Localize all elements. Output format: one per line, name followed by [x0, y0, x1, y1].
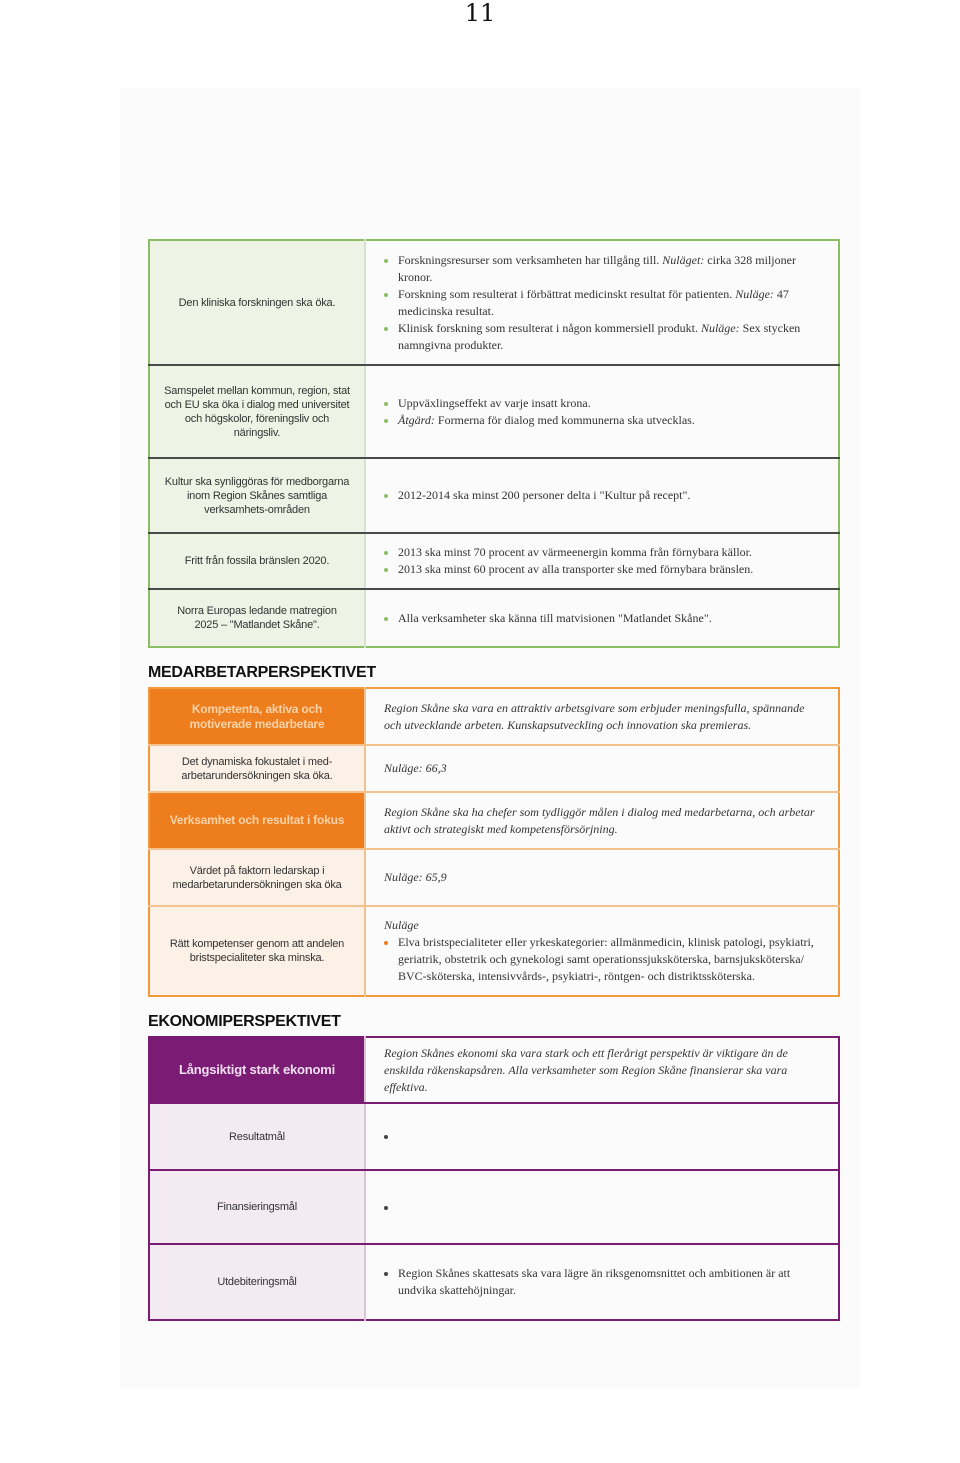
indicator-item: • Forskningsresurser som verksamheten har tillgång till. Nuläget: cirka 328 miljoner kronor. — [398, 252, 820, 286]
indicator-item: • 2013 ska minst 70 procent av värmeenergin komma från förnybara källor. — [398, 544, 820, 561]
goal-label: Det dynamiska fokustalet i med-arbetarundersökningen ska öka. — [149, 745, 365, 792]
goal-indicators — [365, 1103, 839, 1170]
goal-indicators — [365, 1170, 839, 1244]
indicator-item: • 2012-2014 ska minst 200 personer delta i "Kultur på recept". — [398, 487, 820, 504]
goal-label: Fritt från fossila bränslen 2020. — [149, 533, 365, 589]
indicator-item: • 2013 ska minst 60 procent av alla transporter ske med förnybara bränslen. — [398, 561, 820, 578]
goal-label: Kultur ska synliggöras för medborgarna inom Region Skånes samtliga verksamhets-områden — [149, 458, 365, 533]
current-status-label: Nuläge — [384, 918, 419, 932]
goal-indicators — [365, 365, 839, 458]
goal-description: Region Skåne ska ha chefer som tydliggör målen i dialog med medarbetarna, och arbetar aktivt och strategiskt med kompetensförsörjning. — [365, 792, 839, 849]
indicator-item: • Åtgärd: Formerna för dialog med kommunerna ska utvecklas. — [398, 412, 820, 429]
goal-indicators — [365, 906, 839, 996]
goal-description: Region Skånes ekonomi ska vara stark och ett flerårigt perspektiv är viktigare än de enskilda räkenskapsåren. Alla verksamheter som Region Skåne finansierar ska vara effektiva. — [365, 1037, 839, 1103]
goal-indicators — [365, 240, 839, 365]
goal-heading: Långsiktigt stark ekonomi — [149, 1037, 365, 1103]
section-heading-medarbetar: MEDARBETARPERSPEKTIVET — [148, 664, 376, 681]
indicator-item: • Klinisk forskning som resulterat i någon kommersiell produkt. Nuläge: Sex stycken namngivna produkter. — [398, 320, 820, 354]
current-value: Nuläge: 65,9 — [365, 849, 839, 906]
goal-label: Finansieringsmål — [149, 1170, 365, 1244]
goal-heading: Verksamhet och resultat i fokus — [149, 792, 365, 849]
goal-label: Utdebiteringsmål — [149, 1244, 365, 1320]
goal-label: Rätt kompetenser genom att andelen bristspecialiteter ska minska. — [149, 906, 365, 996]
goal-heading: Kompetenta, aktiva och motiverade medarbetare — [149, 688, 365, 745]
indicator-item: • Region Skånes skattesats ska vara lägre än riksgenomsnittet och ambitionen är att undvika skattehöjningar. — [398, 1265, 820, 1299]
indicator-item: • Forskning som resulterat i förbättrat medicinskt resultat för patienten. Nuläge: 47 medicinska resultat. — [398, 286, 820, 320]
goal-indicators — [365, 1244, 839, 1320]
goal-indicators — [365, 533, 839, 589]
section-heading-ekonomi: EKONOMIPERSPEKTIVET — [148, 1013, 341, 1030]
goal-indicators — [365, 458, 839, 533]
page-number: 11 — [464, 0, 496, 27]
indicator-item — [398, 1199, 820, 1216]
goal-label: Samspelet mellan kommun, region, stat och EU ska öka i dialog med universitet och högskolor, föreningsliv och näringsliv. — [149, 365, 365, 458]
indicator-item — [398, 1128, 820, 1145]
indicator-item: • Alla verksamheter ska känna till matvisionen "Matlandet Skåne". — [398, 610, 820, 627]
goal-label: Värdet på faktorn ledarskap i medarbetarundersökningen ska öka — [149, 849, 365, 906]
indicator-item: • Elva bristspecialiteter eller yrkeskategorier: allmänmedicin, klinisk patologi, psykiatri, geriatrik, obstetrik och gynekologi samt operationssjuksköterska, barnsjuksköterska/ BVC-sköterska, intensivvårds-, psykiatri-, röntgen- och distriktssköterska. — [398, 934, 820, 985]
indicator-item: • Uppväxlingseffekt av varje insatt krona. — [398, 395, 820, 412]
goal-label: Den kliniska forskningen ska öka. — [149, 240, 365, 365]
goal-label: Norra Europas ledande matregion 2025 – "Matlandet Skåne". — [149, 589, 365, 647]
goals-table-orange — [148, 687, 840, 997]
goal-label: Resultatmål — [149, 1103, 365, 1170]
goal-indicators — [365, 589, 839, 647]
goals-table-green — [148, 239, 840, 648]
current-value: Nuläge: 66,3 — [365, 745, 839, 792]
goal-description: Region Skåne ska vara en attraktiv arbetsgivare som erbjuder meningsfulla, spännande och utvecklande arbeten. Kunskapsutveckling och innovation ska premieras. — [365, 688, 839, 745]
goals-table-purple — [148, 1036, 840, 1321]
